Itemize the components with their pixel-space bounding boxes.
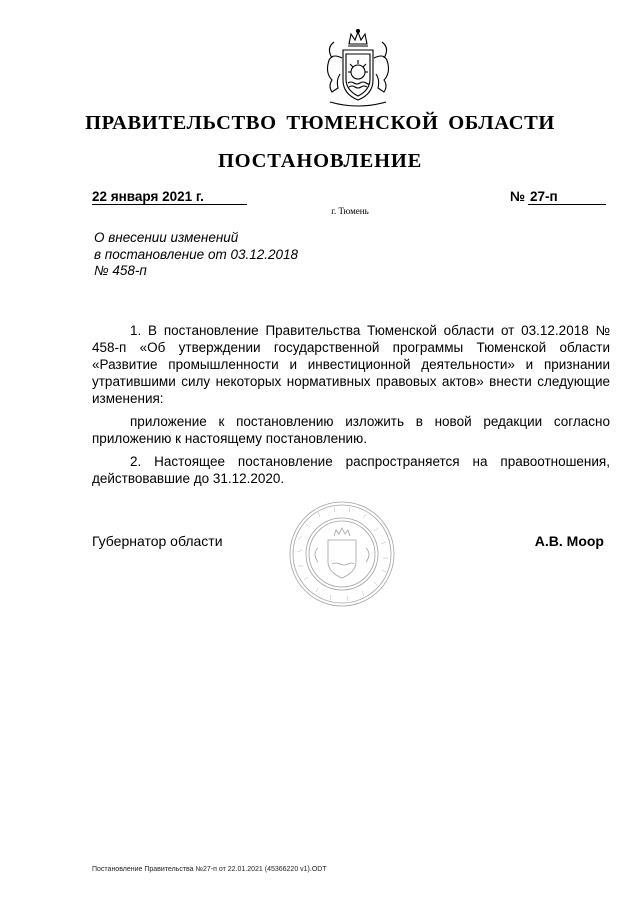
signatory-name: А.В. Моор xyxy=(534,533,604,549)
body-paragraph: приложение к постановлению изложить в новой редакции согласно приложению к настоящему постановлению. xyxy=(92,414,610,446)
document-number: 27-п xyxy=(528,189,606,205)
number-sign: № xyxy=(510,189,526,204)
organization-title: ПРАВИТЕЛЬСТВО ТЮМЕНСКОЙ ОБЛАСТИ xyxy=(85,112,555,134)
official-seal-icon xyxy=(288,500,396,608)
document-subject xyxy=(94,230,298,280)
body-paragraph: 2. Настоящее постановление распространяется на правоотношения, действовавшие до 31.12.2020. xyxy=(92,454,610,486)
document-body xyxy=(92,322,610,493)
subject-line: № 458-п xyxy=(94,263,147,278)
document-type-title: ПОСТАНОВЛЕНИЕ xyxy=(217,150,423,172)
coat-of-arms-icon xyxy=(316,28,400,110)
subject-line: О внесении изменений xyxy=(94,230,239,245)
document-city: г. Тюмень xyxy=(331,206,369,216)
signatory-title: Губернатор области xyxy=(92,533,223,549)
document-date: 22 января 2021 г. xyxy=(92,189,247,205)
subject-line: в постановление от 03.12.2018 xyxy=(94,246,299,262)
document-footer: Постановление Правительства №27-п от 22.01.2021 (45366220 v1).ODT xyxy=(92,866,327,873)
body-paragraph: 1. В постановление Правительства Тюменской области от 03.12.2018 № 458-п «Об утверждении государственной программы Тюменской области «Развитие промышленности и инвестиционной деятельности» и признании утратившими силу некоторых нормативных правовых актов» внести следующие изменения: xyxy=(92,323,610,406)
